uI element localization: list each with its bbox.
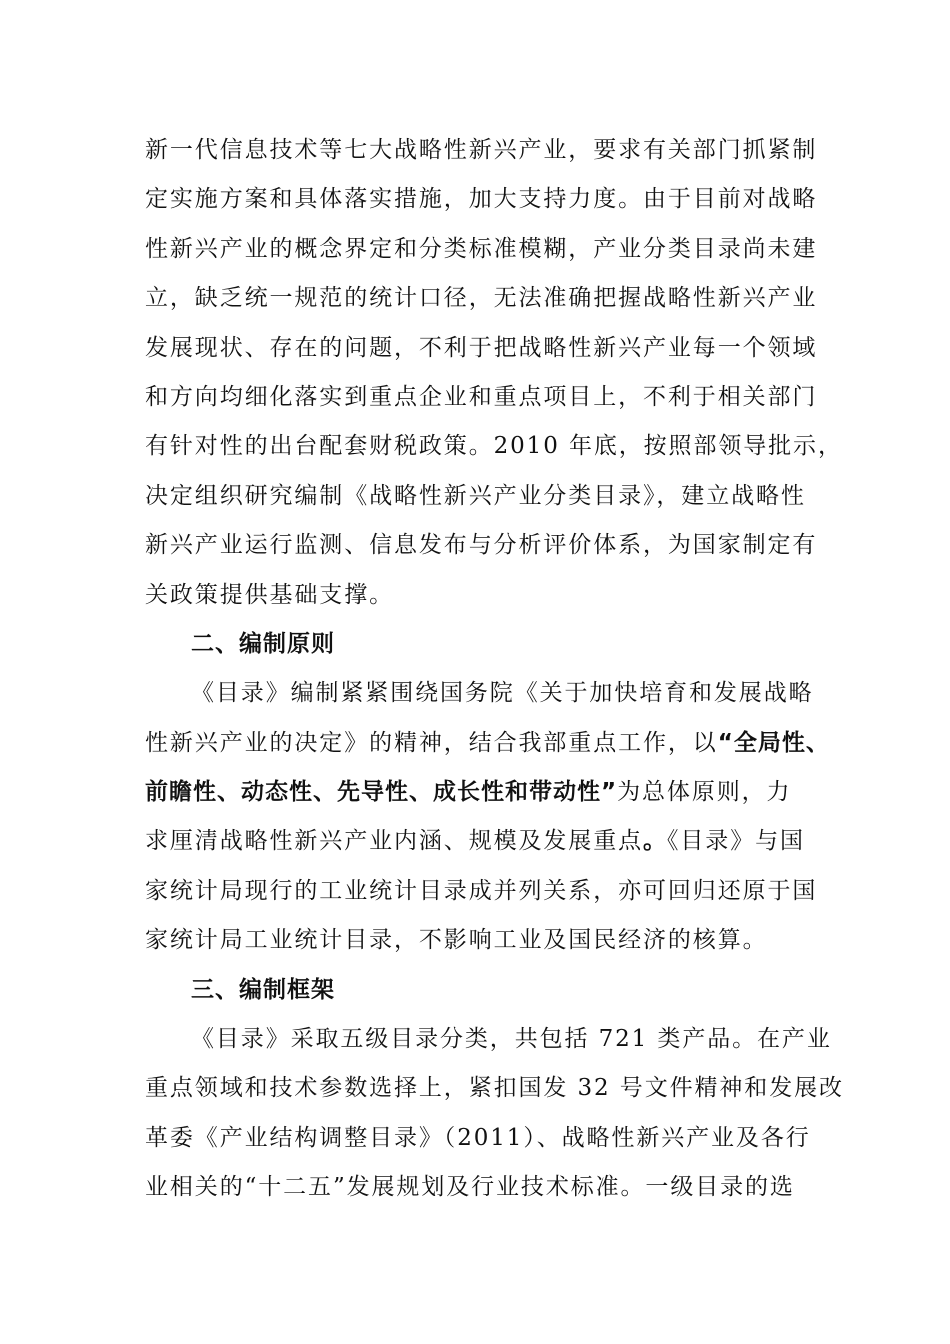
paragraph-2-line (145, 719, 830, 768)
paragraph-1-line: 发展现状、存在的问题，不利于把战略性新兴产业每一个领域 (145, 334, 818, 361)
paragraph-3-line: 革委《产业结构调整目录》（2011）、战略性新兴产业及各行 (145, 1124, 811, 1151)
paragraph-2-text: 《目录》与国 (667, 828, 805, 855)
document-body (145, 126, 844, 1213)
paragraph-3-line: 业相关的“十二五”发展规划及行业技术标准。一级目录的选 (145, 1174, 795, 1201)
section-heading-framework: 三、编制框架 (191, 976, 335, 1003)
paragraph-1-line: 性新兴产业的概念界定和分类标准模糊，产业分类目录尚未建 (145, 235, 818, 262)
paragraph-3-line: 重点领域和技术参数选择上，紧扣国发 32 号文件精神和发展改 (145, 1075, 844, 1102)
paragraph-1-line: 立，缺乏统一规范的统计口径，无法准确把握战略性新兴产业 (145, 285, 818, 312)
paragraph-2-line: 《目录》编制紧紧围绕国务院《关于加快培育和发展战略 (191, 680, 814, 707)
paragraph-1-line: 有针对性的出台配套财税政策。2010 年底，按照部领导批示， (145, 433, 843, 460)
paragraph-2-text: 性新兴产业的决定》的精神，结合我部重点工作，以 (145, 729, 718, 756)
paragraph-2-line (145, 817, 815, 866)
paragraph-1-line: 新一代信息技术等七大战略性新兴产业，要求有关部门抓紧制 (145, 137, 818, 163)
paragraph-2-text: 求厘清战略性新兴产业内涵、规模及发展重点 (145, 828, 643, 855)
principles-emphasis: 前瞻性、动态性、先导性、成长性和带动性” (145, 779, 618, 806)
bold-period: 。 (643, 828, 667, 855)
paragraph-2-line: 家统计局现行的工业统计目录成并列关系，亦可回归还原于国 (145, 877, 818, 904)
paragraph-1-line: 新兴产业运行监测、信息发布与分析评价体系，为国家制定有 (145, 532, 818, 559)
paragraph-2-text: 为总体原则，力 (617, 779, 792, 806)
paragraph-1-line: 关政策提供基础支撑。 (145, 581, 394, 608)
paragraph-1-line: 定实施方案和具体落实措施，加大支持力度。由于目前对战略 (145, 186, 818, 213)
principles-emphasis: “全局性、 (717, 729, 830, 756)
paragraph-1-line: 和方向均细化落实到重点企业和重点项目上，不利于相关部门 (145, 383, 818, 410)
paragraph-1-line: 决定组织研究编制《战略性新兴产业分类目录》，建立战略性 (145, 482, 806, 509)
paragraph-2-line (145, 768, 815, 817)
paragraph-3-line: 《目录》采取五级目录分类，共包括 721 类产品。在产业 (191, 1026, 832, 1053)
paragraph-2-line: 家统计局工业统计目录，不影响工业及国民经济的核算。 (145, 927, 768, 954)
section-heading-principles: 二、编制原则 (191, 630, 335, 657)
